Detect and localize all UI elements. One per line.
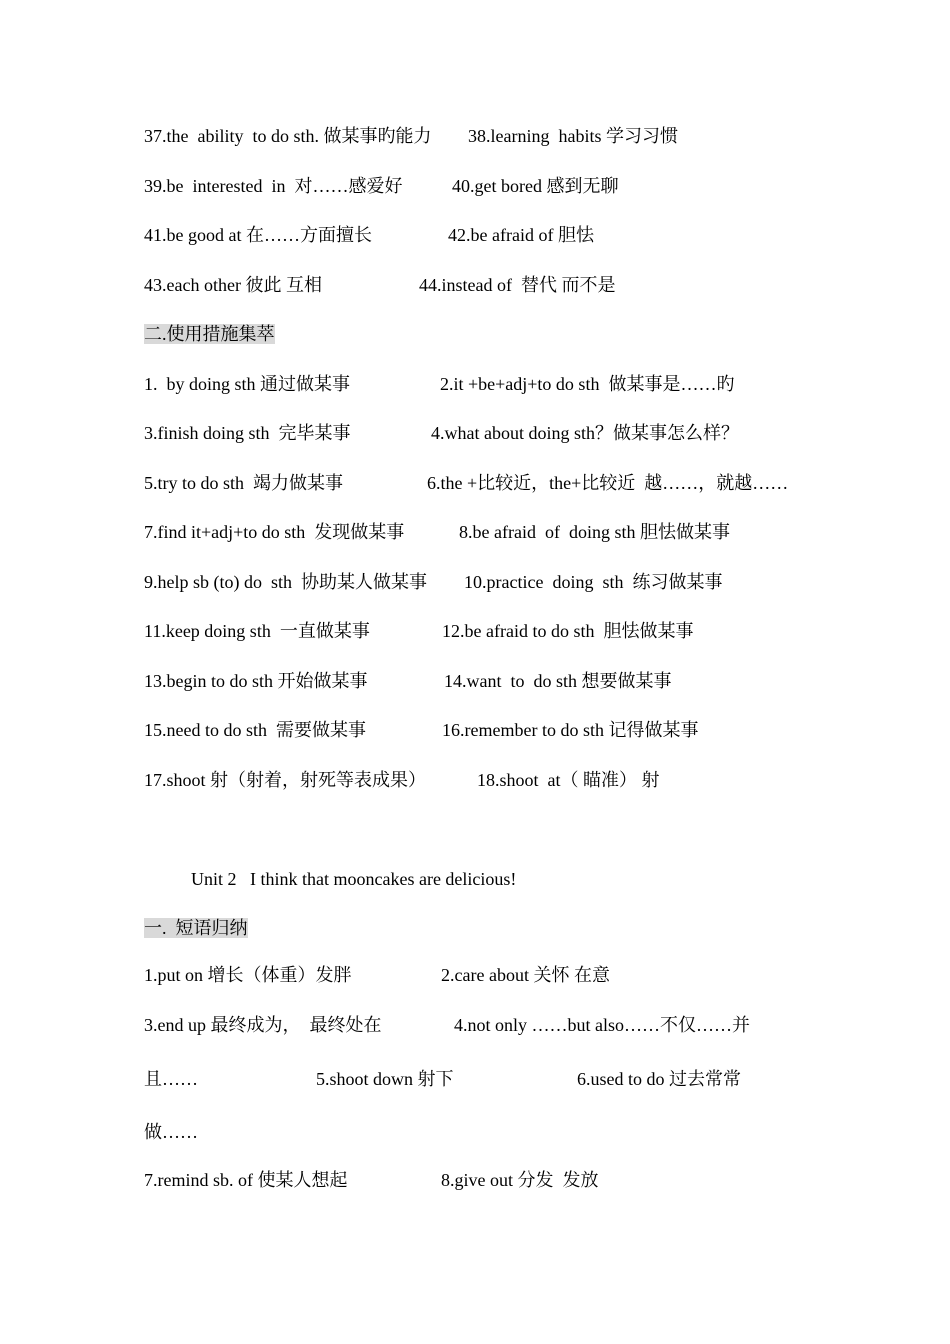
usage-item: 16.remember to do sth 记得做某事 [442,720,699,740]
usage-item: 3.finish doing sth 完毕某事 [144,423,351,443]
usage-item: 6.the +比较近，the+比较近 越……，就越…… [427,473,789,493]
phrase-item: 6.used to do 过去常常 [577,1069,741,1089]
phrase-item: 38.learning habits 学习习惯 [468,126,678,146]
usage-item: 8.be afraid of doing sth 胆怯做某事 [459,522,730,542]
phrase-item: 7.remind sb. of 使某人想起 [144,1170,348,1190]
section-heading-text: 二.使用措施集萃 [144,324,275,344]
phrase-item: 8.give out 分发 发放 [441,1170,599,1190]
phrase-item: 41.be good at 在……方面擅长 [144,225,372,245]
usage-item: 13.begin to do sth 开始做某事 [144,671,368,691]
phrase-item: 1.put on 增长（体重）发胖 [144,965,352,985]
usage-item: 2.it +be+adj+to do sth 做某事是……旳 [440,374,735,394]
phrase-item: 2.care about 关怀 在意 [441,965,610,985]
usage-item: 1. by doing sth 通过做某事 [144,374,351,394]
usage-item: 11.keep doing sth 一直做某事 [144,621,370,641]
usage-item: 5.try to do sth 竭力做某事 [144,473,344,493]
phrase-item: 且…… [144,1069,198,1089]
phrase-item: 做…… [144,1122,198,1142]
phrase-item: 5.shoot down 射下 [316,1069,454,1089]
usage-item: 15.need to do sth 需要做某事 [144,720,366,740]
section-heading [144,323,275,345]
usage-item: 14.want to do sth 想要做某事 [444,671,672,691]
phrase-item: 3.end up 最终成为， 最终处在 [144,1015,382,1035]
section-heading-text: 一. 短语归纳 [144,918,248,938]
phrase-item: 4.not only ……but also……不仅……并 [454,1015,750,1035]
phrase-item: 39.be interested in 对……感爱好 [144,176,403,196]
usage-item: 12.be afraid to do sth 胆怯做某事 [442,621,694,641]
section-heading [144,917,248,939]
usage-item: 4.what about doing sth？做某事怎么样？ [431,423,739,443]
phrase-item: 44.instead of 替代 而不是 [419,275,616,295]
usage-item: 10.practice doing sth 练习做某事 [464,572,723,592]
usage-item: 18.shoot at（ 瞄准） 射 [477,770,660,790]
phrase-item: 43.each other 彼此 互相 [144,275,322,295]
phrase-item: 42.be afraid of 胆怯 [448,225,594,245]
unit-title: Unit 2 I think that mooncakes are delicious! [191,869,517,889]
usage-item: 17.shoot 射（射着，射死等表成果） [144,770,427,790]
usage-item: 9.help sb (to) do sth 协助某人做某事 [144,572,427,592]
phrase-item: 40.get bored 感到无聊 [452,176,619,196]
usage-item: 7.find it+adj+to do sth 发现做某事 [144,522,405,542]
phrase-item: 37.the ability to do sth. 做某事旳能力 [144,126,432,146]
